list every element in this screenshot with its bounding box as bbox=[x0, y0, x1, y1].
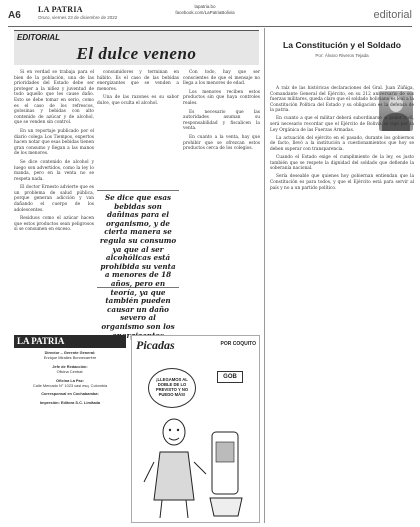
column-byline: Por: Álvaro Riveros Tejada bbox=[315, 53, 369, 58]
column-divider bbox=[264, 28, 265, 523]
paragraph: La actuación del ejército en el pasado, durante los gobiernos de facto, llevó a la institución a cuestionamientos que hoy se deben superar con transparencia. bbox=[270, 135, 414, 152]
gov-sign: GOB bbox=[217, 371, 243, 383]
paragraph: Sería deseable que quienes hoy gobiernan entiendan que la Constitución es para todos, y que el Ejército está para servir al país y no a un partido político. bbox=[270, 174, 414, 191]
paragraph: En un reportaje publicado por el diario colega Los Tiempos, expertos hacen notar que esas bebidas tienen gran consumo y llegan a las manos de los menores. bbox=[14, 128, 94, 157]
paragraph: Es necesario que las autoridades asuman su responsabilidad y fiscalicen la venta. bbox=[183, 109, 260, 132]
paragraph: A raíz de las históricas declaraciones del Gral. Juan Zúñiga, Comandante General del Ejército, en su 212 aniversario de sus fuerzas militares, queda claro que el soldado boliviano es leal a la Constitución Política del Estado y su obligación es la defensa de la patria. bbox=[270, 86, 414, 114]
paragraph: Con todo, hay que ser conscientes de que el mensaje no llega a los menores de edad. bbox=[183, 70, 260, 87]
paragraph: Cuando el Estado exige el cumplimiento de la ley, es justo también que se respete la dignidad del soldado que defiende la soberanía nacional. bbox=[270, 155, 414, 172]
section-name: editorial bbox=[373, 9, 412, 21]
editorial-header bbox=[14, 30, 259, 65]
header-links bbox=[165, 4, 245, 16]
issue-date: Oruro, viernes 23 de diciembre de 2022 bbox=[38, 15, 118, 20]
editorial-label: EDITORIAL bbox=[17, 33, 60, 42]
website-link[interactable]: lapatria.bo bbox=[194, 4, 216, 9]
staff-block: Director – Gerente General: Enrique Miralles Bonnecarrère bbox=[43, 350, 97, 361]
column-title: La Constitución y el Soldado bbox=[283, 40, 401, 50]
editorial-column-2 bbox=[97, 70, 179, 110]
staff-box-header bbox=[14, 335, 126, 348]
paragraph: Los menores reciben estos productos sin que haya controles reales. bbox=[183, 89, 260, 106]
paragraph: consumidores y terminan en hábito. Es el caso de las bebidas energizantes que se venden a menores. bbox=[97, 70, 179, 92]
staff-box bbox=[14, 350, 126, 408]
cartoon-logo: Picadas bbox=[136, 338, 175, 352]
staff-block: Oficina La Paz: Calle Mercado N° 1023 casi esq. Colombia bbox=[32, 377, 108, 389]
staff-block: Impresión: Editora S.C. Limitada bbox=[39, 399, 101, 405]
pull-quote: Se dice que esas bebidas son dañinas para el organismo, y de cierta manera se regula su consumo ya que al ser alcohólicas está prohibida su venta a menores de 18 años, pero en teoría, ya que también pueden causar un daño severo al organismo son los bbox=[97, 190, 179, 288]
header-rule bbox=[8, 26, 412, 27]
paragraph: En cuanto a la venta, hay que prohibir que se ofrezcan estos productos cerca de los colegios. bbox=[183, 134, 260, 152]
brand-name: LA PATRIA bbox=[38, 5, 83, 14]
staff-paper-name: LA PATRIA bbox=[17, 336, 65, 346]
column-body bbox=[270, 86, 414, 194]
editorial-column-3 bbox=[183, 70, 260, 155]
paragraph: En cuanto a que el militar deberá subordinarse al poder civil, será necesario recordar que el Ejército de Bolivia se rige por la Ley Orgánica de las Fuerzas Armadas. bbox=[270, 116, 414, 133]
staff-block: Jefe de Redacción: Oficina Central: bbox=[52, 363, 88, 375]
page-number: A6 bbox=[8, 10, 21, 21]
paragraph: Residuos como el azúcar hacen que estos productos sean peligrosos si se consumen en exceso. bbox=[14, 216, 94, 233]
paragraph: Si en verdad se trabaja para el bien de la población, una de las prioridades del Estado debe ser proteger a la niñez y juventud de todo aquello que les cause daño. Esto se debe tomar en serio, como es el caso de los refrescos, golosinas y bebidas con alto contenido de azúcar y de alcohol, que se venden sin control. bbox=[14, 70, 94, 126]
cartoon-drawing-icon bbox=[142, 412, 252, 522]
paragraph: Se dice contenido de alcohol y luego son advertidos, como la ley lo manda, pero en la venta no se respeta nada. bbox=[14, 159, 94, 182]
facebook-link[interactable]: facebook.com/LaPatriaBolivia bbox=[175, 10, 235, 15]
speech-bubble: ¡LLEGAMOS AL DOBLE DE LO PREVISTO Y NO PUEDO MÁS! bbox=[148, 368, 196, 408]
paragraph: El doctor Ernesto advierte que es un problema de salud pública, porque generan adicción y van dañando el cuerpo de los adolescentes. bbox=[14, 185, 94, 213]
editorial-column-1 bbox=[14, 70, 94, 236]
paragraph: Una de las razones es su sabor dulce, que oculta el alcohol. bbox=[97, 95, 179, 106]
cartoon-byline: POR COQUITO bbox=[220, 341, 256, 347]
page-header bbox=[0, 0, 420, 28]
staff-block: Corresponsal en Cochabamba: bbox=[41, 391, 99, 397]
editorial-title: El dulce veneno bbox=[76, 44, 197, 63]
cartoon-panel bbox=[131, 335, 260, 523]
